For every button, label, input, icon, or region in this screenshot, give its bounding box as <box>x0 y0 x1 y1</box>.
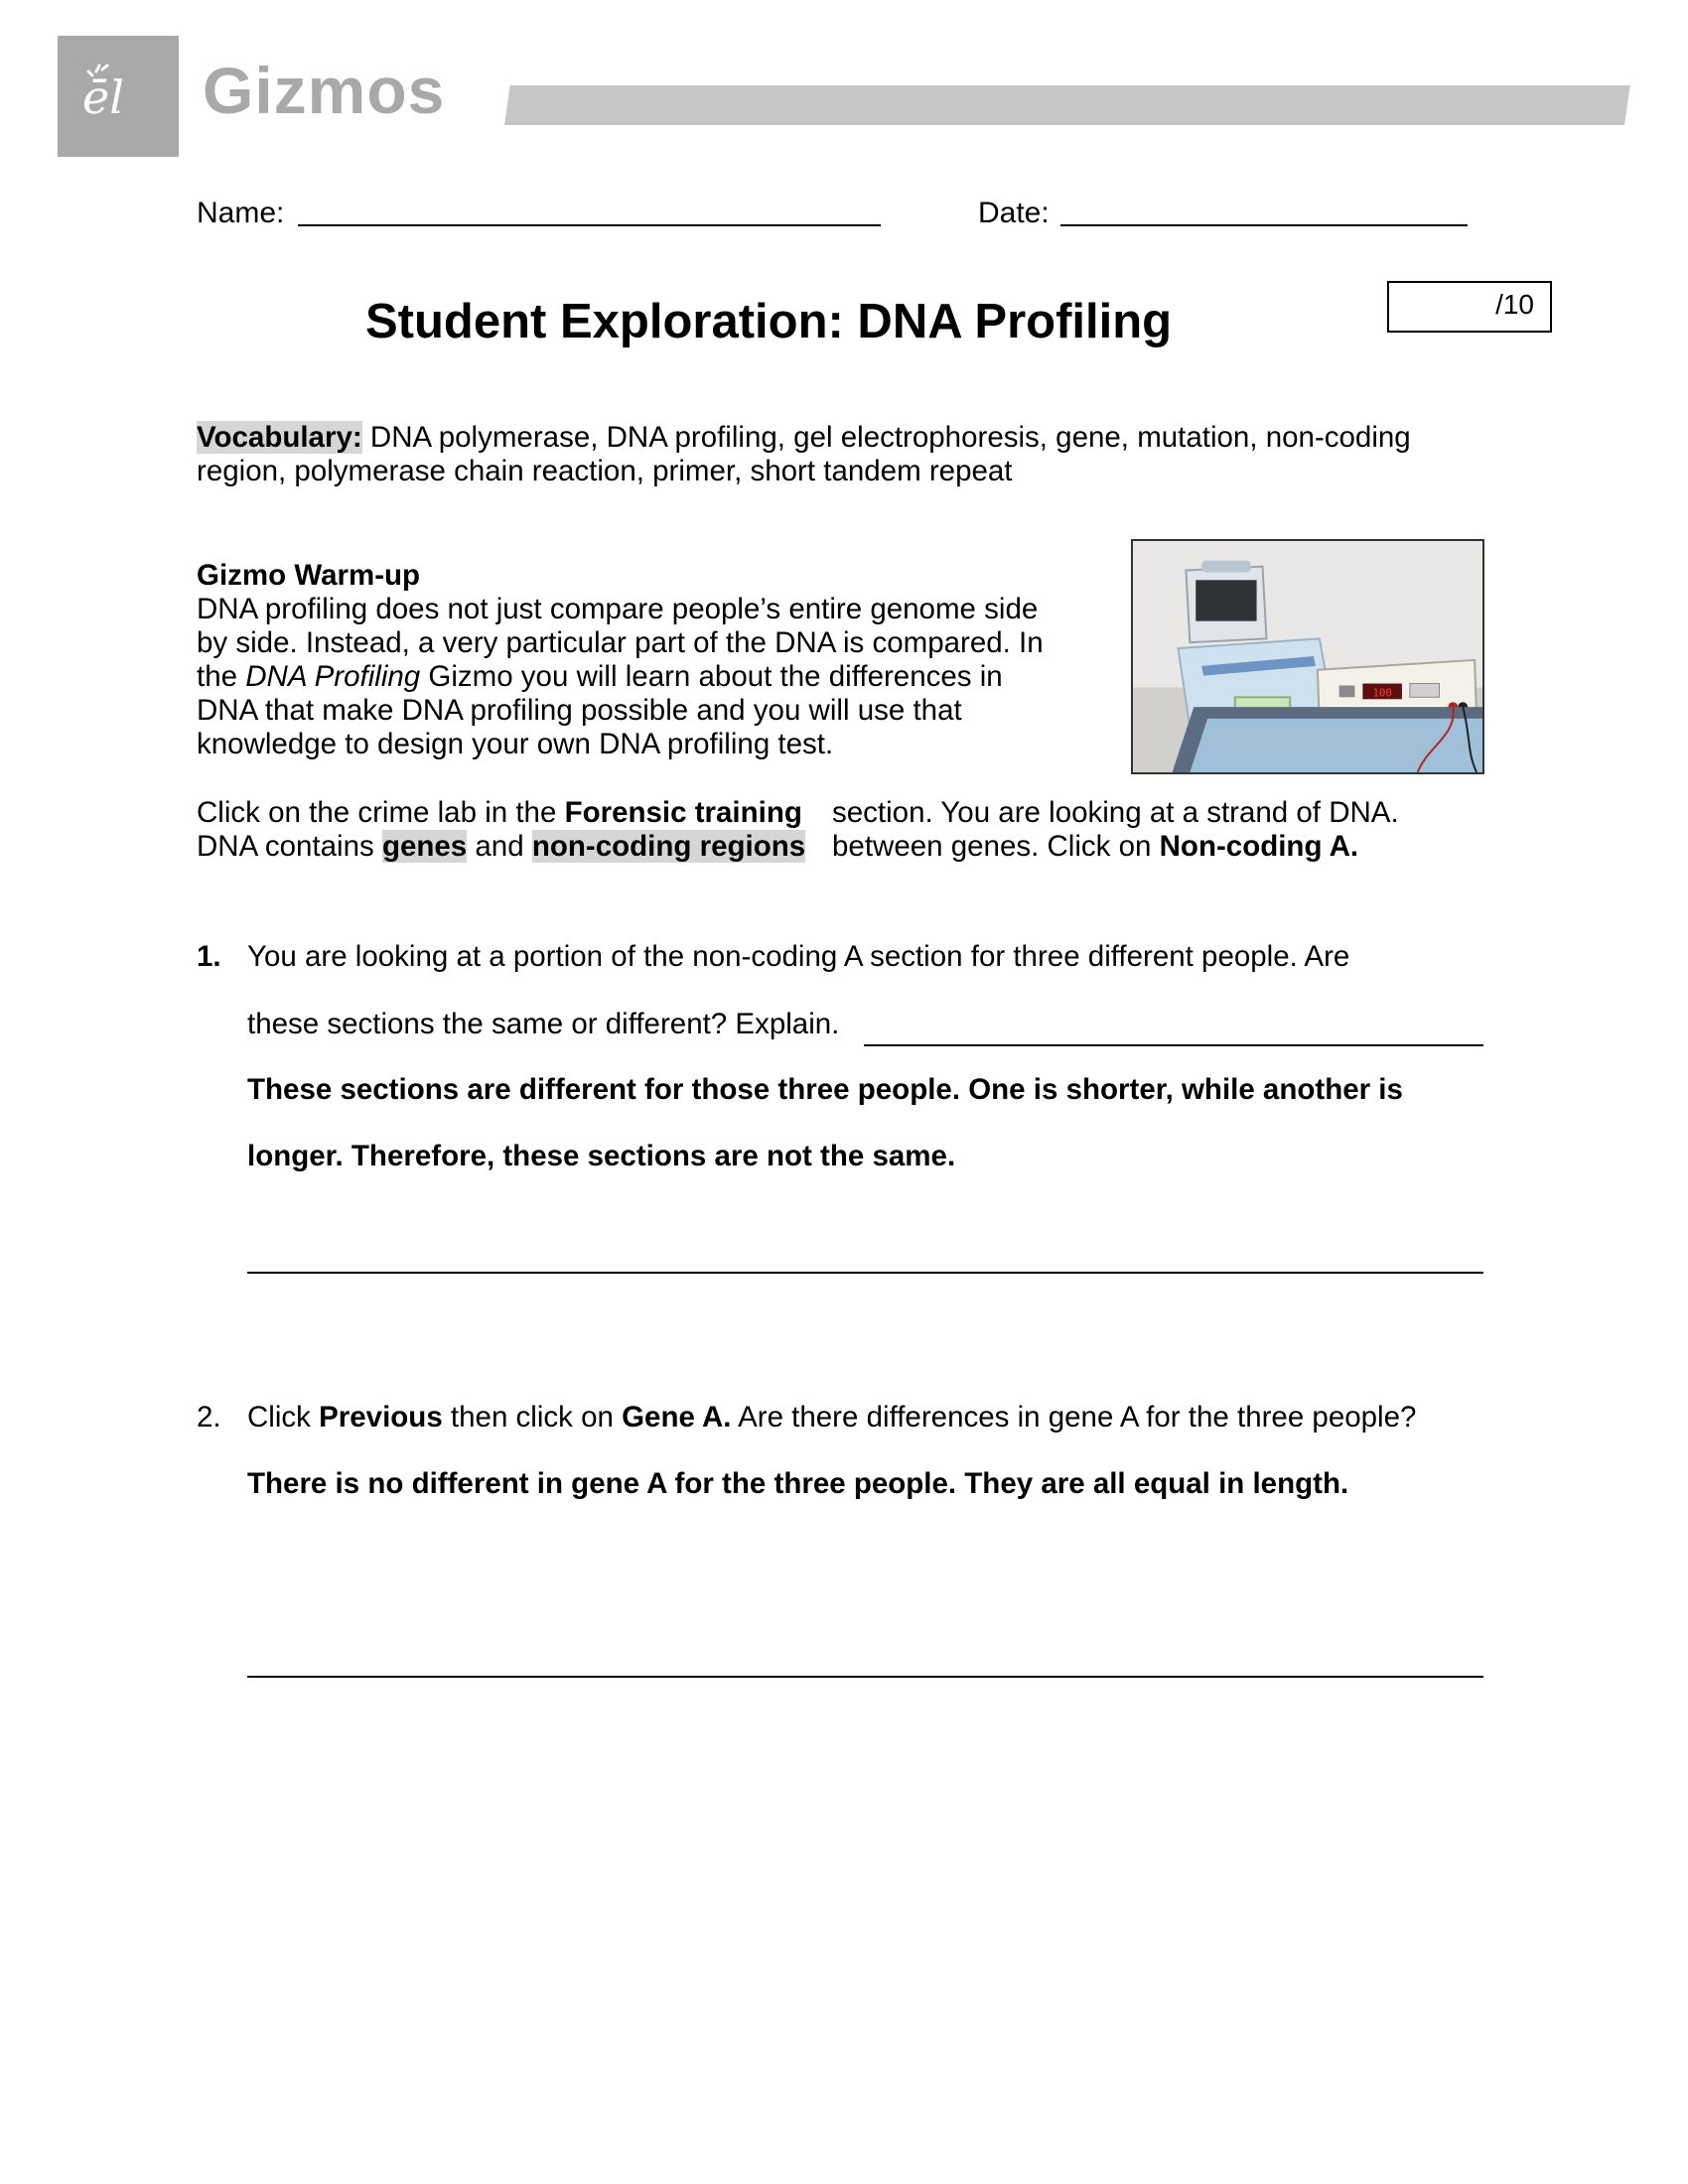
non-coding-regions-term: non-coding regions <box>531 830 806 863</box>
warmup-line-1: DNA profiling does not just compare people’s entire genome side <box>197 593 1039 625</box>
question-1-answer-line-1 <box>864 1044 1483 1046</box>
vocabulary-line-1 <box>197 421 1411 455</box>
instruction-line-2-left <box>197 830 805 864</box>
question-2-pre: Click <box>247 1401 320 1433</box>
warmup-heading: Gizmo Warm-up <box>197 559 421 592</box>
power-supply-display: 100 <box>1372 686 1392 700</box>
instruction-2-pre: DNA contains <box>197 830 382 863</box>
date-label: Date: <box>978 197 1050 229</box>
warmup-line-5: knowledge to design your own DNA profiling test. <box>197 728 834 760</box>
instruction-2-post: between genes. Click on <box>832 830 1160 863</box>
question-1-number: 1. <box>197 940 221 973</box>
header-decorative-bar <box>504 85 1630 125</box>
warmup-line-2: by side. Instead, a very particular part of the DNA is compared. In <box>197 626 1044 659</box>
brand-name: Gizmos <box>203 54 446 127</box>
question-1-line-2: these sections the same or different? Explain. <box>247 1008 840 1040</box>
question-2-number: 2. <box>197 1401 221 1433</box>
forensic-training-label: Forensic training <box>564 796 802 829</box>
vocabulary-terms-1: DNA polymerase, DNA profiling, gel electrophoresis, gene, mutation, non-coding <box>369 421 1411 454</box>
svg-text:ēl: ēl <box>82 70 124 124</box>
date-field[interactable] <box>1060 224 1468 226</box>
explorelearning-logo-icon <box>78 62 158 131</box>
page-title: Student Exploration: DNA Profiling <box>365 295 1173 348</box>
question-1-answer-line-2 <box>247 1272 1483 1274</box>
previous-label: Previous <box>319 1401 443 1433</box>
vocabulary-line-2: region, polymerase chain reaction, primer, short tandem repeat <box>197 455 1013 487</box>
gene-a-label: Gene A. <box>622 1401 732 1433</box>
question-2-mid: then click on <box>442 1401 623 1433</box>
instruction-line-1-left <box>197 796 802 830</box>
warmup-line-4: DNA that make DNA profiling possible and you will use that <box>197 694 962 727</box>
question-2-answer-line <box>247 1676 1483 1678</box>
question-1-line-1: You are looking at a portion of the non-coding A section for three different people. Are <box>247 940 1350 973</box>
instruction-line-2-right <box>832 830 1358 864</box>
instruction-2-and: and <box>467 830 532 863</box>
question-2-answer-1[interactable]: There is no different in gene A for the three people. They are all equal in length. <box>247 1467 1349 1500</box>
question-1-answer-2[interactable]: longer. Therefore, these sections are not the same. <box>247 1140 956 1172</box>
explorelearning-logo <box>58 36 179 157</box>
instruction-line-1-right: section. You are looking at a strand of DNA. <box>832 796 1399 829</box>
warmup-line-3 <box>197 660 1003 694</box>
question-2-prompt <box>247 1401 1416 1434</box>
warmup-line-3-post: Gizmo you will learn about the differences in <box>420 660 1003 693</box>
genes-term: genes <box>381 830 468 863</box>
gizmo-name: DNA Profiling <box>245 660 421 693</box>
question-1-answer-1[interactable]: These sections are different for those three people. One is shorter, while another is <box>247 1073 1403 1106</box>
score-box: /10 <box>1387 281 1552 333</box>
question-2-post: Are there differences in gene A for the three people? <box>731 1401 1417 1433</box>
name-label: Name: <box>197 197 285 229</box>
non-coding-a-label: Non-coding A. <box>1159 830 1359 863</box>
warmup-line-3-pre: the <box>197 660 246 693</box>
gizmo-lab-equipment-image <box>1131 539 1484 774</box>
instruction-1-pre: Click on the crime lab in the <box>197 796 565 829</box>
name-field[interactable] <box>298 224 881 226</box>
vocabulary-label: Vocabulary: <box>197 421 362 454</box>
